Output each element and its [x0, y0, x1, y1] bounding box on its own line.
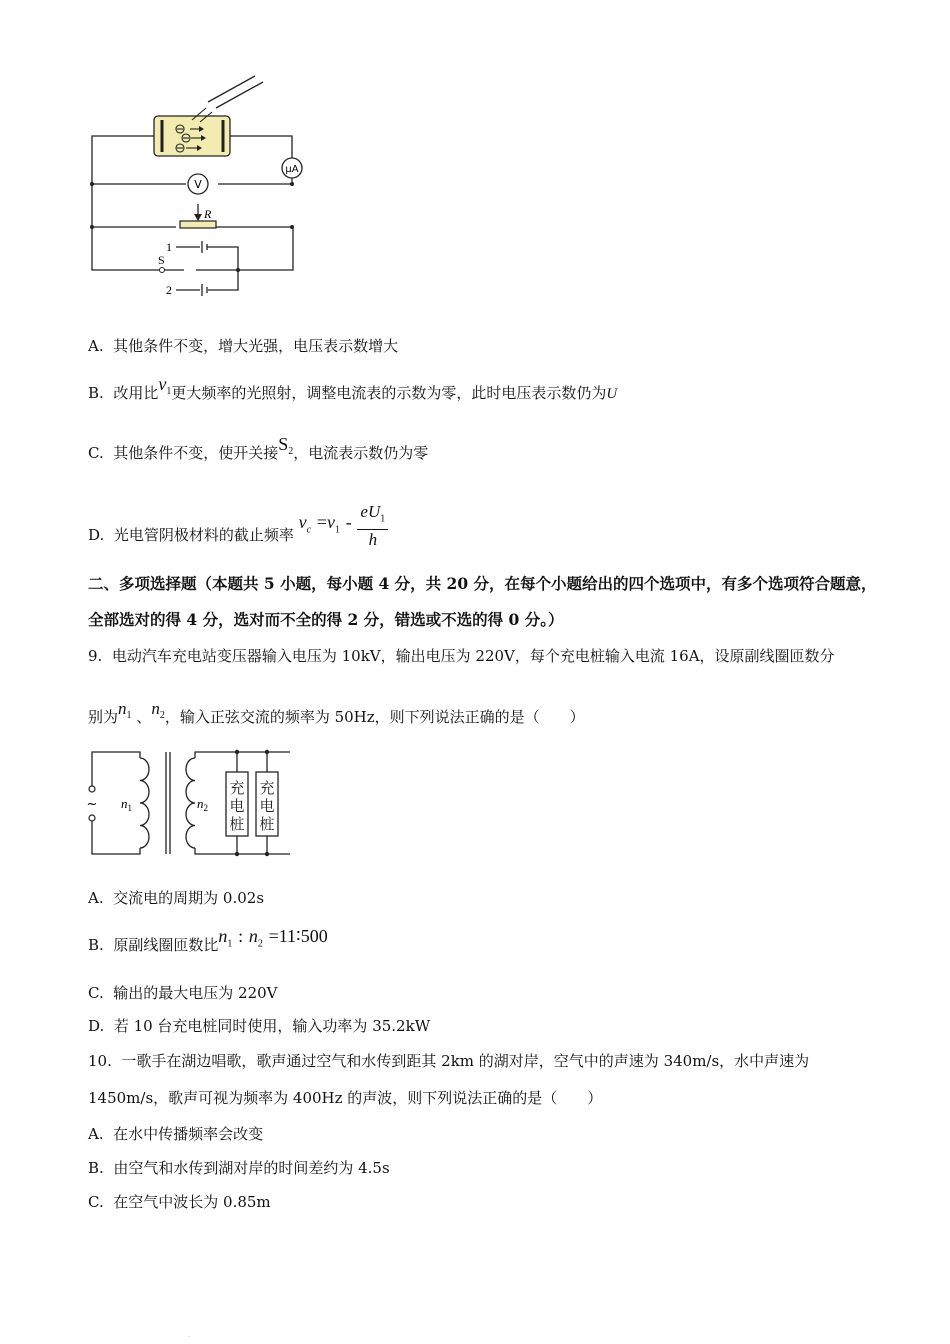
footer-mark: ·	[188, 1334, 190, 1341]
transformer-figure	[85, 748, 295, 860]
charging-pile-2-char3: 桩	[259, 815, 275, 833]
photoelectric-circuit-figure	[80, 70, 320, 305]
charging-pile-1-char3: 桩	[229, 815, 245, 833]
q10-option-c: C. 在空气中波长为 0.85m	[88, 1193, 271, 1211]
section2-heading-line1: 二、多项选择题（本题共 5 小题，每小题 4 分，共 20 分，在每个小题给出的四个选项中，有多个选项符合题意，	[88, 574, 877, 593]
voltmeter-label: V	[194, 178, 202, 191]
contact2-label: 2	[166, 283, 172, 297]
q10-stem-line1: 10. 一歌手在湖边唱歌，歌声通过空气和水传到距其 2km 的湖对岸，空气中的声速为 340m/s，水中声速为	[88, 1052, 810, 1070]
charging-pile-2-char1: 充	[259, 779, 275, 797]
q9-option-c: C. 输出的最大电压为 220V	[88, 984, 278, 1002]
primary-coil-label: $n_1$	[121, 796, 132, 813]
charging-pile-1-char1: 充	[229, 779, 245, 797]
q8-option-a: A. 其他条件不变，增大光强，电压表示数增大	[88, 337, 399, 355]
section2-heading-line2: 全部选对的得 4 分，选对而不全的得 2 分，错选或不选的得 0 分。）	[88, 610, 564, 629]
q8-option-c: C. 其他条件不变，使开关接$S_2$，电流表示数仍为零	[88, 434, 429, 462]
contact1-label: 1	[166, 240, 172, 254]
q9-option-d: D. 若 10 台充电桩同时使用，输入功率为 35.2kW	[88, 1017, 431, 1035]
charging-pile-1-char2: 电	[229, 797, 245, 815]
q8-d-fraction: $\frac{eU_1}{h}$	[357, 502, 388, 550]
q10-option-b: B. 由空气和水传到湖对岸的时间差约为 4.5s	[88, 1159, 390, 1177]
q10-stem-line2: 1450m/s，歌声可视为频率为 400Hz 的声波，则下列说法正确的是（ ）	[88, 1089, 603, 1107]
switch-label: S	[158, 253, 165, 267]
resistor-label: R	[204, 207, 212, 221]
microammeter-label: μA	[285, 164, 299, 175]
ac-source-symbol: ~	[86, 797, 98, 812]
charging-pile-2-char2: 电	[259, 797, 275, 815]
q9-option-b: B. 原副线圈匝数比$n_1$ : $n_2$ =11∶500	[88, 926, 328, 954]
q9-stem-line2: 别为$n_1$ 、$n_2$，输入正弦交流的频率为 50Hz，则下列说法正确的是（ ）	[88, 699, 585, 726]
q9-option-a: A. 交流电的周期为 0.02s	[88, 889, 265, 907]
q10-option-a: A. 在水中传播频率会改变	[88, 1125, 264, 1143]
q9-stem-line1: 9. 电动汽车充电站变压器输入电压为 10kV，输出电压为 220V，每个充电桩输入电流 16A，设原副线圈匝数分	[88, 647, 835, 665]
q8-option-b: B. 改用比$\nu_1$更大频率的光照射，调整电流表的示数为零，此时电压表示数仍为U	[88, 374, 618, 402]
q8-option-d: D. 光电管阴极材料的截止频率 $\nu_c =\nu_1$ - $\frac{eU_1}{h}$	[88, 512, 388, 560]
secondary-coil-label: $n_2$	[197, 796, 208, 813]
